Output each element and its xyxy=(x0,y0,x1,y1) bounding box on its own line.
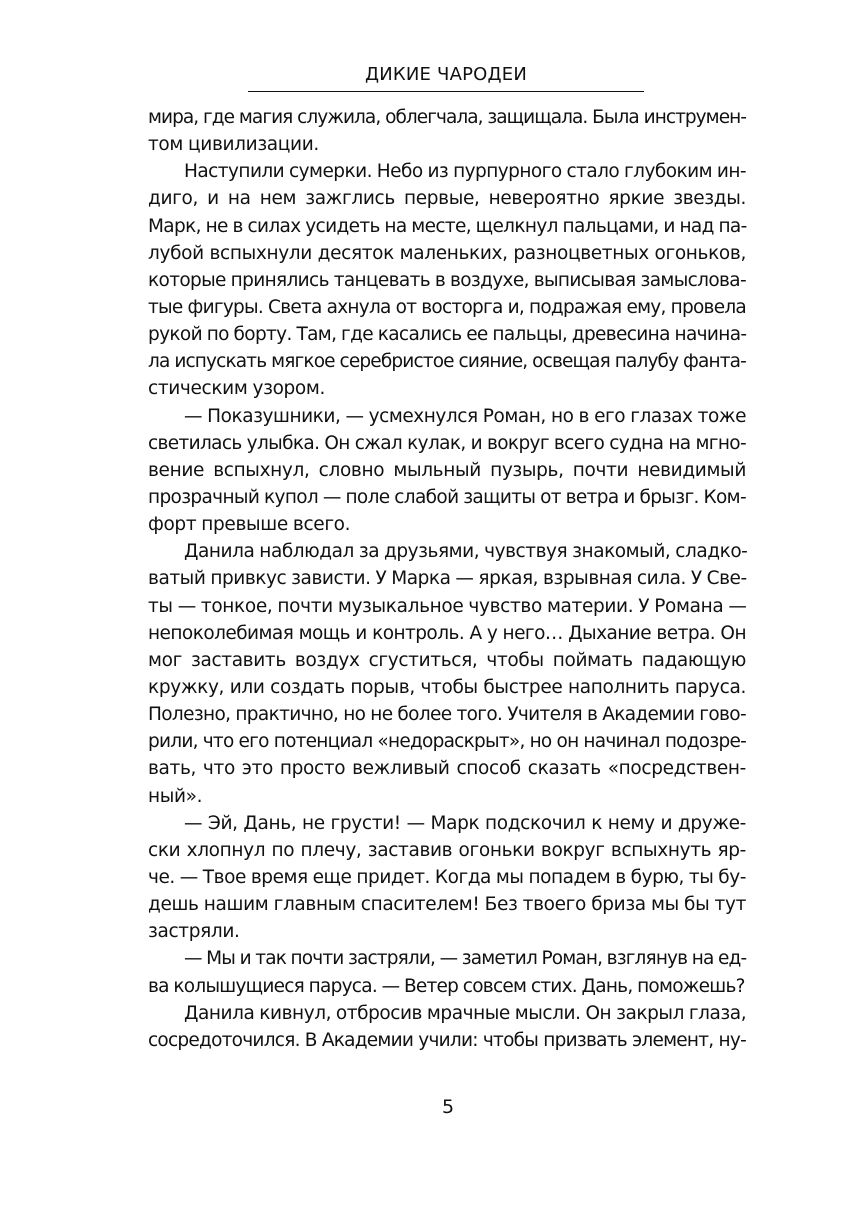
text-line: форт превыше всего. xyxy=(148,514,351,536)
text-line: диго, и на нем зажглись первые, невероятно яркие звезды. xyxy=(148,188,746,210)
text-line: — Мы и так почти застряли, — заметил Роман, взглянув на ед- xyxy=(184,948,747,970)
text-line: Данила кивнул, отбросив мрачные мысли. Он закрыл глаза, xyxy=(184,1002,747,1024)
text-line: вение вспыхнул, словно мыльный пузырь, почти невидимый xyxy=(148,459,746,481)
text-line: светилась улыбка. Он сжал кулак, и вокруг всего судна на мгно- xyxy=(148,432,746,454)
text-line: ты — тонкое, почти музыкальное чувство материи. У Романа — xyxy=(148,595,747,617)
text-line: Полезно, практично, но не более того. Учителя в Академии гово- xyxy=(148,704,746,726)
text-line: ватый привкус зависти. У Марка — яркая, взрывная сила. У Све- xyxy=(148,568,747,590)
text-line: Наступили сумерки. Небо из пурпурного стало глубоким ин- xyxy=(184,161,746,183)
text-line: дешь нашим главным спасителем! Без твоего бриза мы бы тут xyxy=(148,894,746,916)
text-line: мира, где магия служила, облегчала, защищала. Была инструмен- xyxy=(148,107,746,128)
text-line: — Эй, Дань, не грусти! — Марк подскочил к нему и друже- xyxy=(184,812,746,834)
text-line: Данила наблюдал за друзьями, чувствуя знакомый, сладко- xyxy=(184,541,748,563)
body-text xyxy=(148,104,746,1054)
text-line: которые принялись танцевать в воздухе, выписывая замыслова- xyxy=(148,269,746,291)
text-line: Марк, не в силах усидеть на месте, щелкнул пальцами, и над па- xyxy=(148,215,747,237)
text-line: сосредоточился. В Академии учили: чтобы призвать элемент, ну- xyxy=(148,1029,746,1051)
running-title: ДИКИЕ ЧАРОДЕИ xyxy=(364,64,528,85)
header-rule xyxy=(248,91,644,92)
page-number: 5 xyxy=(441,1096,455,1118)
text-line: рили, что его потенциал «недораскрыт», но он начинал подозре- xyxy=(148,731,746,753)
text-line: ный». xyxy=(148,785,203,807)
text-line: ла испускать мягкое серебристое сияние, освещая палубу фанта- xyxy=(148,351,746,373)
text-line: — Показушники, — усмехнулся Роман, но в его глазах тоже xyxy=(184,405,746,427)
text-line: ски хлопнул по плечу, заставив огоньки вокруг вспыхнуть яр- xyxy=(148,839,746,861)
text-line: че. — Твое время еще придет. Когда мы попадем в бурю, ты бу- xyxy=(148,866,746,888)
text-line: стическим узором. xyxy=(148,378,326,400)
text-line: том цивилизации. xyxy=(148,134,319,156)
text-line: непоколебимая мощь и контроль. А у него… Дыхание ветра. Он xyxy=(148,622,746,644)
text-line: мог заставить воздух сгуститься, чтобы поймать падающую xyxy=(148,649,746,671)
text-line: тые фигуры. Света ахнула от восторга и, подражая ему, провела xyxy=(148,296,746,318)
text-line: рукой по борту. Там, где касались ее пальцы, древесина начина- xyxy=(148,324,747,346)
text-line: прозрачный купол — поле слабой защиты от ветра и брызг. Ком- xyxy=(148,486,746,508)
text-line: вать, что это просто вежливый способ сказать «посредствен- xyxy=(148,758,746,780)
text-line: застряли. xyxy=(148,921,240,943)
text-line: ва колышущиеся паруса. — Ветер совсем стих. Дань, поможешь? xyxy=(148,975,745,997)
text-line: кружку, или создать порыв, чтобы быстрее наполнить паруса. xyxy=(148,676,746,698)
text-line: лубой вспыхнули десяток маленьких, разноцветных огоньков, xyxy=(148,242,746,264)
